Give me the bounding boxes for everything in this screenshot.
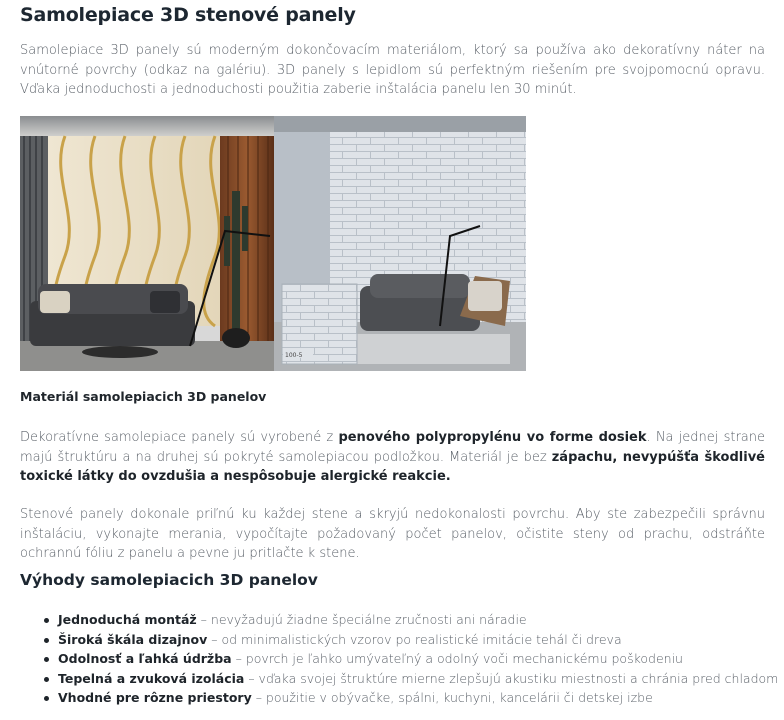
- benefit-text: – použitie v obývačke, spálni, kuchyni, kancelárii či detskej izbe: [251, 690, 653, 705]
- page-title: Samolepiace 3D stenové panely: [20, 4, 356, 26]
- material-paragraph-2: Stenové panely dokonale priľnú ku každej stene a skryjú nedokonalosti povrchu. Aby ste zabezpečili správnu inštaláciu, vykonajte merania, vypočítajte požadovaný počet panelov, očistite steny od prachu, odstráňte ochrannú fóliu z panelu a pevne ju pritlačte k stene.: [20, 507, 765, 561]
- list-item: [58, 688, 778, 708]
- material-highlight: penového polypropylénu vo forme dosiek: [338, 430, 647, 445]
- benefit-title: Odolnosť a ľahká údržba: [58, 651, 232, 666]
- sample-label: 100-5: [285, 352, 303, 359]
- material-heading: Materiál samolepiacich 3D panelov: [20, 389, 267, 404]
- interior-illustration: [20, 116, 526, 371]
- benefit-title: Jednoduchá montáž: [58, 612, 197, 627]
- intro-paragraph: Samolepiace 3D panely sú moderným dokončovacím materiálom, ktorý sa používa ako dekoratívny náter na vnútorné povrchy (odkaz na galériu). 3D panely s lepidlom sú perfektným riešením pre svojpomocnú opravu. Vďaka jednoduchosti a jednoduchosti použitia zaberie inštalácia panelu len 30 minút.: [20, 43, 765, 97]
- material-text: . Na jednej strane majú štruktúru a na druhej sú pokryté samolepiacou podložkou. Materiál je bez: [20, 430, 765, 465]
- material-paragraph-1: [20, 428, 765, 487]
- benefit-title: Vhodné pre rôzne priestory: [58, 690, 252, 705]
- list-item: [58, 630, 778, 650]
- material-text: Dekoratívne samolepiace panely sú vyrobené z: [20, 430, 339, 445]
- benefits-heading: Výhody samolepiacich 3D panelov: [20, 571, 318, 589]
- benefit-title: Tepelná a zvuková izolácia: [58, 670, 245, 686]
- list-item: [58, 610, 778, 630]
- list-item: [58, 649, 778, 669]
- benefit-title: Široká škála dizajnov: [58, 631, 208, 647]
- benefit-text: – nevyžadujú žiadne špeciálne zručnosti ani náradie: [196, 612, 527, 627]
- list-item: [58, 669, 778, 689]
- benefit-text: – vďaka svojej štruktúre mierne zlepšujú akustiku miestnosti a chránia pred chladom: [244, 670, 779, 686]
- benefit-text: – od minimalistických vzorov po realistické imitácie tehál či dreva: [207, 631, 622, 647]
- material-highlight: zápachu, nevypúšťa škodlivé toxické látky do ovzdušia a nespôsobuje alergické reakcie.: [20, 449, 765, 484]
- benefit-text: – povrch je ľahko umývateľný a odolný voči mechanickému poškodeniu: [231, 651, 683, 666]
- benefits-list: [20, 610, 778, 708]
- hero-image: [20, 116, 526, 371]
